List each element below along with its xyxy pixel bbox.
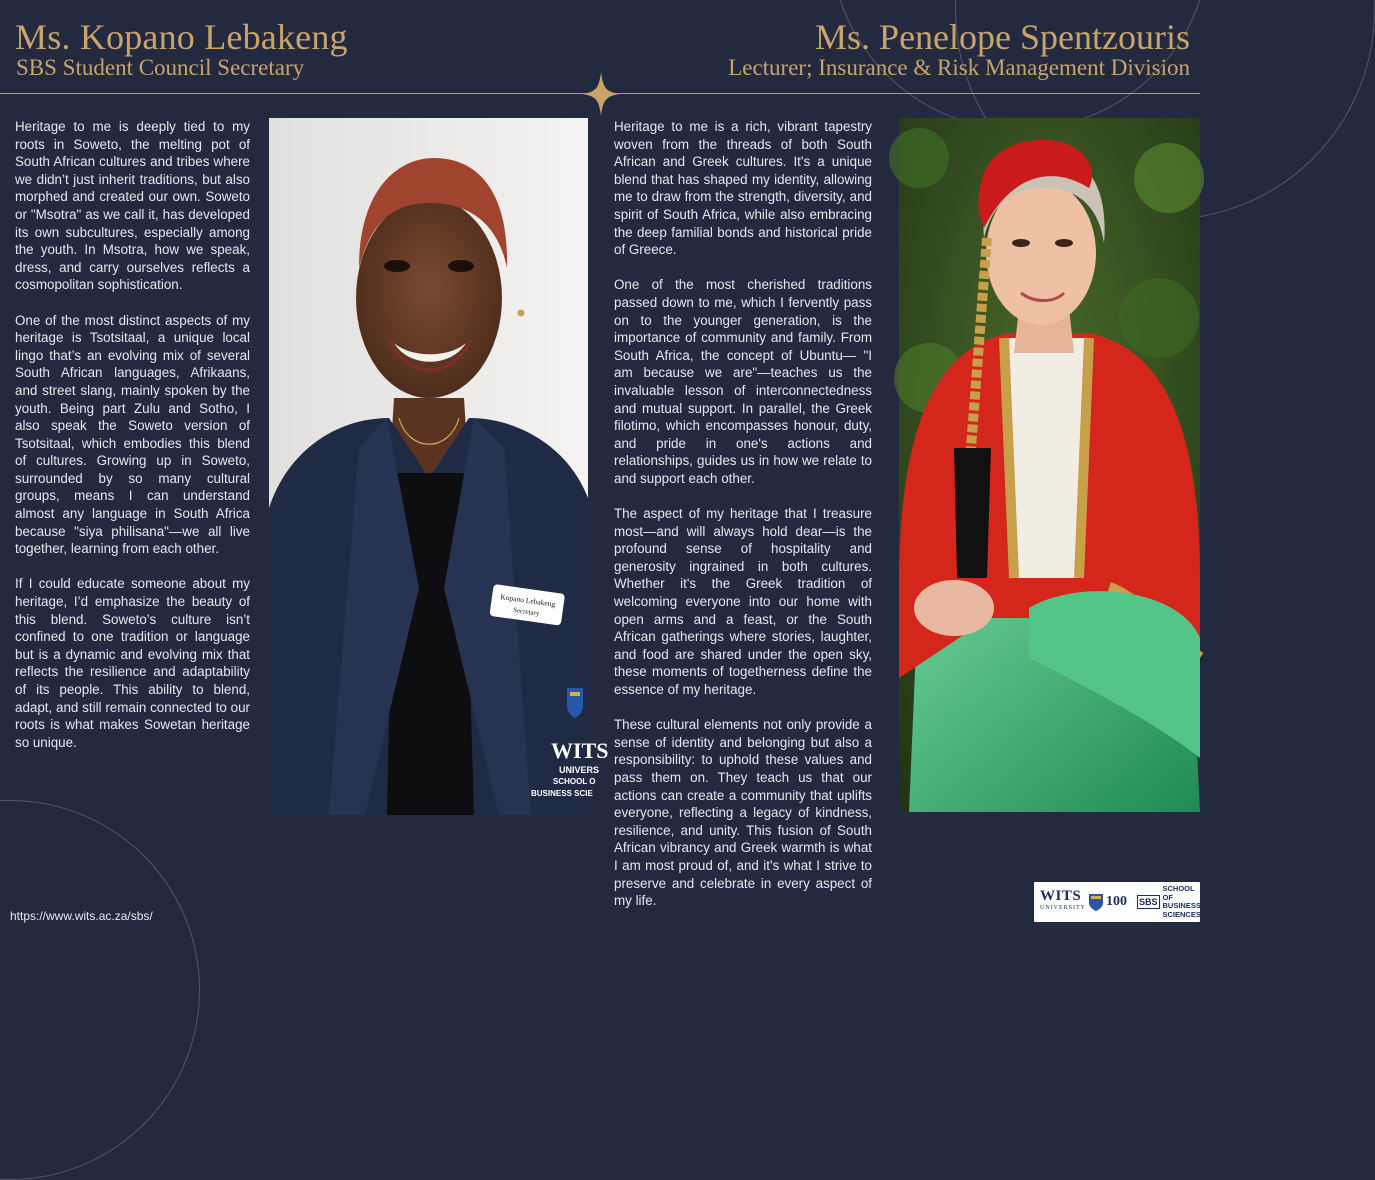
school-line-3: SCIENCES [1162,909,1201,919]
footer-website-link[interactable]: https://www.wits.ac.za/sbs/ [10,909,153,923]
decorative-circle-bottom-left [0,800,200,1180]
photo-blazer-school: SCHOOL O [553,777,596,786]
sparkle-star-icon [582,72,620,116]
right-paragraph: These cultural elements not only provide a sense of identity and belonging but also a responsibility: to uphold these values and pass them on. They teach us that our actions can create a community that uplifts everyone, reflecting a legacy of kindness, resilience, and unity. This fusion of South African vibrancy and Greek warmth is what I am most proud of, and it's what I strive to preserve and celebrate in every aspect of my life. [614,717,872,909]
wits-university-text: UNIVERSITY [1040,905,1086,911]
left-person-role: SBS Student Council Secretary [16,55,305,80]
wits-sbs-logo [1034,882,1200,922]
left-paragraph: If I could educate someone about my heritage, I’d emphasize the beauty of this blend. Soweto’s culture isn’t confined to one tradition or language but is a dynamic and evolving mix that reflects the resilience and adaptability of its people. This ability to blend, adapt, and still remain connected to our roots is what makes Sowetan heritage so unique. [15,576,250,750]
wits-wordmark [1040,890,1086,914]
wits-crest-icon [1089,892,1103,912]
right-person-role: Lecturer; Insurance & Risk Management Division [728,55,1190,80]
photo-blazer-business: BUSINESS SCIE [531,789,593,798]
wits-logo-text: WITS [1040,888,1082,904]
right-paragraph: Heritage to me is a rich, vibrant tapestry woven from the threads of both South African and Greek cultures. It's a unique blend that has shaped my identity, allowing me to draw from the strength, diversity, and spirit of South Africa, while also embracing the deep familial bonds and historical pride of Greece. [614,119,872,258]
right-paragraph: One of the most cherished traditions passed down to me, which I fervently pass on to the younger generation, is the importance of community and family. From South Africa, the concept of Ubuntu— "I am because we are"—teaches us the invaluable lesson of interconnectedness and mutual support. In parallel, the Greek filotimo, which encompasses honour, duty, and pride in one's actions and relationships, guides us in how we relate to and support each other. [614,277,872,486]
school-line-2: BUSINESS [1162,901,1201,910]
left-paragraph: One of the most distinct aspects of my heritage is Tsotsitaal, a unique local lingo that’s an evolving mix of several South African languages, Afrikaans, and street slang, mainly spoken by the youth. Being part Zulu and Sotho, I also speak the Soweto version of Tsotsitaal, which embodies this blend of cultures. Growing up in Soweto, surrounded by so many cultural groups, means I can understand almost any language in South Africa because "siya philisana"—we all live together, learning from each other. [15,312,250,557]
school-line-1: SCHOOL OF [1162,884,1195,902]
centenary-logo: 100 [1106,894,1127,909]
right-person-name: Ms. Penelope Spentzouris [815,17,1190,57]
left-person-photo [269,118,609,815]
left-person-statement [15,118,250,769]
right-person-statement [614,118,872,927]
photo-blazer-university: UNIVERS [559,765,600,775]
school-of-business-sciences-text [1163,885,1201,919]
photo-badge-role: Secretary [512,605,540,618]
sbs-logo-mark: SBS [1139,897,1158,907]
photo-badge-name: Kopano Lebakeng [499,592,556,609]
right-paragraph: The aspect of my heritage that I treasure most—and will always hold dear—is the profound sense of hospitality and generosity ingrained in both cultures. Whether it's the Greek tradition of welcoming everyone into our home with open arms and a feast, or the South African gatherings where stories, laughter, and food are shared under the open sky, these moments of togetherness define the essence of my heritage. [614,506,872,697]
left-paragraph: Heritage to me is deeply tied to my roots in Soweto, the melting pot of South African cultures and tribes where we didn’t just inherit traditions, but also morphed and created our own. Soweto or "Msotra" as we call it, has developed its own subcultures, especially among the youth. In Msotra, how we speak, dress, and carry ourselves reflects a cosmopolitan sophistication. [15,119,250,293]
photo-blazer-wits: WITS [551,738,609,763]
right-person-photo [899,118,1200,812]
left-person-name: Ms. Kopano Lebakeng [15,17,348,57]
